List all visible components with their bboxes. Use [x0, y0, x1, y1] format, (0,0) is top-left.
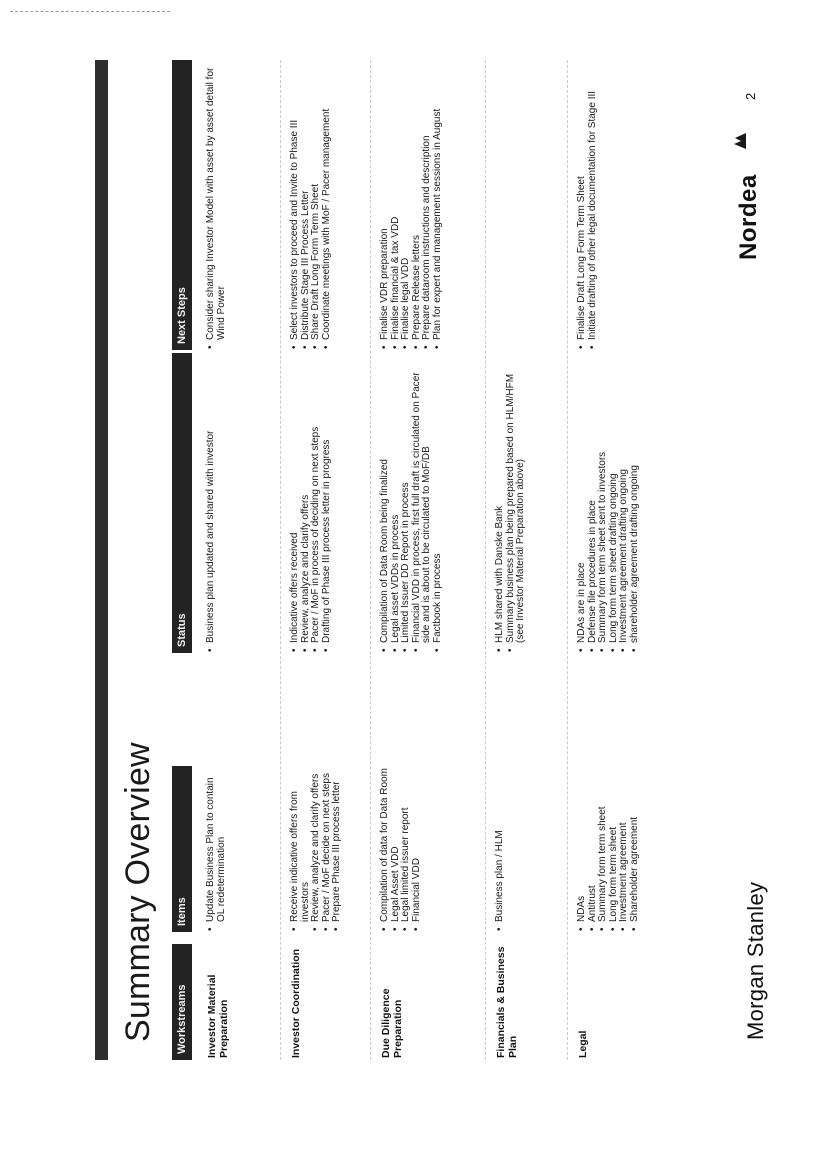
bullet-item: • Pacer / MoF in process of deciding on next steps [311, 353, 322, 643]
row-label: Investor Coordination [290, 948, 302, 1058]
bullet-item: • Business plan / HLM [495, 766, 506, 922]
items-cell [380, 766, 422, 932]
bullet-item: • Factbook in process [433, 353, 444, 643]
bullet-item: • Update Business Plan to contain OL redetermination [206, 766, 227, 922]
next-list [380, 60, 444, 350]
header-items: Items [172, 766, 192, 932]
bullet-item: • Consider sharing Investor Model with asset by asset detail for Wind Power [206, 60, 227, 340]
items-list [206, 766, 227, 932]
next-cell [290, 60, 332, 350]
bullet-item: • Summary business plan being prepared based on HLM/HFM (see Investor Material Preparation above) [506, 353, 527, 643]
items-list [380, 766, 422, 932]
next-list [577, 60, 598, 350]
bullet-item: • Limited Issuer DD Report in process [401, 353, 412, 643]
status-cell [206, 353, 217, 653]
next-cell [577, 60, 598, 350]
bullet-item: • Share Draft Long Form Term Sheet [311, 60, 322, 340]
bullet-item: • Compilation of data for Data Room [380, 766, 391, 922]
bullet-item: • HLM shared with Danske Bank [495, 353, 506, 643]
bullet-item: • Coordinate meetings with MoF / Pacer management [322, 60, 333, 340]
items-cell [495, 766, 506, 932]
items-cell [577, 766, 641, 932]
bullet-item: • Summary form term sheet sent to investors [598, 353, 609, 643]
items-cell [206, 766, 227, 932]
bullet-item: • Financial VDD [412, 766, 423, 922]
bullet-item: • Drafting of Phase III process letter in progress [322, 353, 333, 643]
bullet-item: • Antitrust [588, 766, 599, 922]
bullet-item: • NDAs [577, 766, 588, 922]
bullet-item: • Finalise legal VDD [401, 60, 412, 340]
items-list [290, 766, 343, 932]
bullet-item: • Indicative offers received [290, 353, 301, 643]
bullet-item: • Summary form term sheet [598, 766, 609, 922]
row-separator [567, 60, 568, 1060]
bullet-item: • Investment agreement drafting ongoing [619, 353, 630, 643]
bullet-item: • Legal asset VDDs in process [391, 353, 402, 643]
bullet-item: • shareholder agreement drafting ongoing [630, 353, 641, 643]
status-cell [380, 353, 444, 653]
bullet-item: • Business plan updated and shared with investor [206, 353, 217, 643]
bullet-item: • Finalise VDR preparation [380, 60, 391, 340]
bullet-item: • Financial VDD in process, first full draft is circulated on Pacer side and is about to be circulated to MoF/DB [412, 353, 433, 643]
bullet-item: • Long form term sheet drafting ongoing [609, 353, 620, 643]
bullet-item: • Investment agreement [619, 766, 630, 922]
status-cell [495, 353, 527, 653]
bullet-item: • NDAs are in place [577, 353, 588, 643]
row-label: Financials & Business Plan [495, 946, 519, 1058]
page-title: Summary Overview [119, 742, 157, 1042]
bullet-item: • Pacer / MoF decide on next steps [322, 766, 333, 922]
next-cell [380, 60, 444, 350]
bullet-item: • Shareholder agreement [630, 766, 641, 922]
bullet-item: • Initiate drafting of other legal documentation for Stage III [588, 60, 599, 340]
row-separator [370, 60, 371, 1060]
status-list [206, 353, 217, 653]
bullet-item: • Receive indicative offers from investors [290, 766, 311, 922]
bullet-item: • Prepare Phase III process letter [332, 766, 343, 922]
bullet-item: • Select investors to proceed and Invite to Phase III [290, 60, 301, 340]
items-cell [290, 766, 343, 932]
bullet-item: • Plan for expert and management sessions in August [433, 60, 444, 340]
rotated-slide [95, 60, 825, 1060]
bullet-item: • Distribute Stage III Process Letter [301, 60, 312, 340]
scan-artifact-line [10, 11, 170, 13]
nordea-logo: Nordea [735, 174, 762, 260]
next-list [290, 60, 332, 350]
status-cell [290, 353, 332, 653]
items-list [495, 766, 506, 932]
bullet-item: • Compilation of Data Room being finalized [380, 353, 391, 643]
row-separator [280, 60, 281, 1060]
header-status: Status [172, 353, 192, 653]
bullet-item: • Legal Asset VDD [391, 766, 402, 922]
items-list [577, 766, 641, 932]
slide-top-bar [95, 60, 108, 1060]
morgan-stanley-logo: Morgan Stanley [743, 881, 768, 1040]
bullet-item: • Prepare Release letters [412, 60, 423, 340]
bullet-item: • Prepare dataroom instructions and description [422, 60, 433, 340]
header-workstream: Workstreams [172, 944, 192, 1060]
status-cell [577, 353, 641, 653]
status-list [380, 353, 444, 653]
page-number: 2 [743, 92, 758, 100]
bullet-item: • Defense file procedures in place [588, 353, 599, 643]
status-list [577, 353, 641, 653]
bullet-item: • Finalise financial & tax VDD [391, 60, 402, 340]
status-list [495, 353, 527, 653]
header-next-steps: Next Steps [172, 60, 192, 350]
row-label: Due Diligence Preparation [380, 988, 404, 1058]
row-label: Legal [577, 1030, 589, 1058]
row-separator [485, 60, 486, 1060]
status-list [290, 353, 332, 653]
bullet-item: • Review, analyze and clarify offers [311, 766, 322, 922]
bullet-item: • Long form term sheet [609, 766, 620, 922]
bullet-item: • Legal limited issuer report [401, 766, 412, 922]
row-label: Investor Material Preparation [206, 974, 230, 1058]
next-list [206, 60, 227, 350]
bullet-item: • Finalise Draft Long Form Term Sheet [577, 60, 588, 340]
nordea-mark-icon [732, 132, 748, 150]
bullet-item: • Review, analyze and clarify offers [301, 353, 312, 643]
next-cell [206, 60, 227, 350]
